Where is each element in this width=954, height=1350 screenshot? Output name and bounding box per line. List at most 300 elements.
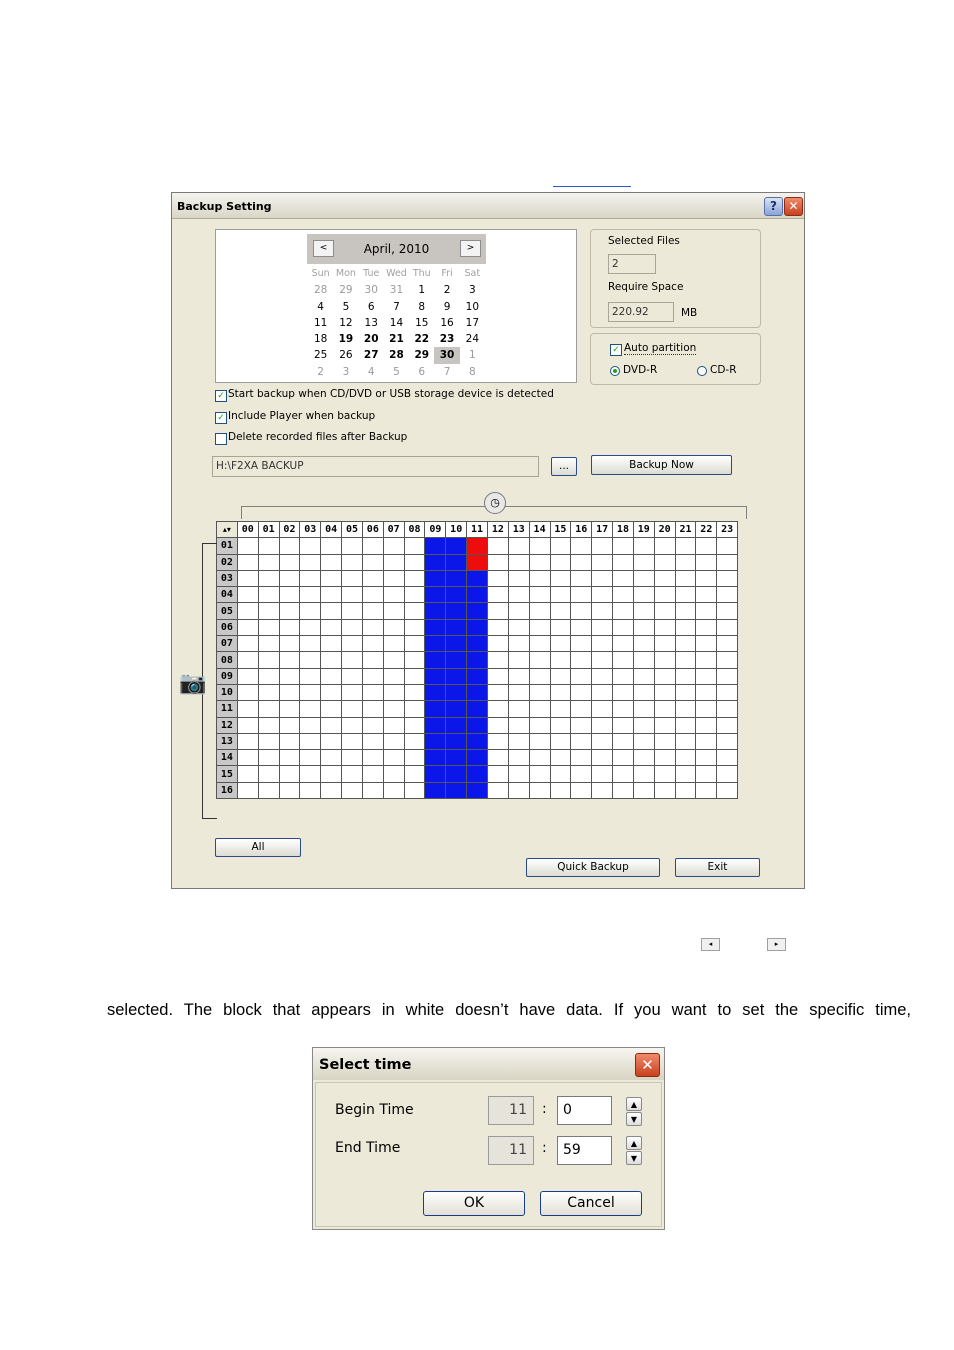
time-cell[interactable] — [613, 701, 634, 717]
next-month-icon[interactable]: > — [460, 240, 481, 257]
time-cell[interactable] — [529, 668, 550, 684]
calendar-day[interactable]: 24 — [465, 333, 480, 346]
camera-header[interactable]: 01 — [217, 538, 238, 554]
time-cell[interactable] — [592, 603, 613, 619]
time-cell[interactable] — [696, 652, 717, 668]
time-cell[interactable] — [425, 619, 446, 635]
time-cell[interactable] — [362, 668, 383, 684]
time-cell[interactable] — [342, 587, 363, 603]
time-cell[interactable] — [342, 717, 363, 733]
time-cell[interactable] — [300, 733, 321, 749]
time-cell[interactable] — [404, 733, 425, 749]
time-cell[interactable] — [571, 733, 592, 749]
exit-button[interactable]: Exit — [675, 858, 760, 877]
calendar-day[interactable]: 4 — [317, 300, 324, 313]
calendar-day[interactable]: 2 — [317, 365, 324, 378]
time-cell[interactable] — [342, 733, 363, 749]
time-cell[interactable] — [571, 538, 592, 554]
time-cell[interactable] — [654, 554, 675, 570]
begin-spin-down-icon[interactable]: ▼ — [626, 1112, 642, 1126]
calendar-day[interactable]: 16 — [440, 316, 454, 329]
time-cell[interactable] — [279, 668, 300, 684]
hour-header[interactable]: 20 — [654, 522, 675, 538]
hour-header[interactable]: 07 — [383, 522, 404, 538]
time-cell[interactable] — [675, 684, 696, 700]
time-cell[interactable] — [321, 701, 342, 717]
time-cell[interactable] — [717, 538, 738, 554]
time-cell[interactable] — [550, 603, 571, 619]
time-cell[interactable] — [383, 766, 404, 782]
time-cell[interactable] — [467, 619, 488, 635]
time-cell[interactable] — [300, 684, 321, 700]
time-cell[interactable] — [300, 701, 321, 717]
time-cell[interactable] — [342, 570, 363, 586]
time-cell[interactable] — [675, 603, 696, 619]
time-cell[interactable] — [321, 766, 342, 782]
calendar-day[interactable]: 21 — [389, 333, 404, 346]
time-cell[interactable] — [487, 603, 508, 619]
hour-header[interactable]: 17 — [592, 522, 613, 538]
calendar-day[interactable]: 1 — [418, 284, 426, 297]
time-cell[interactable] — [550, 701, 571, 717]
sort-arrows-icon[interactable]: ▴▾ — [217, 522, 238, 538]
time-cell[interactable] — [404, 554, 425, 570]
calendar-day[interactable]: 20 — [363, 333, 379, 346]
time-cell[interactable] — [717, 587, 738, 603]
backup-now-button[interactable]: Backup Now — [591, 455, 732, 475]
hour-header[interactable]: 05 — [342, 522, 363, 538]
time-cell[interactable] — [508, 668, 529, 684]
hour-header[interactable]: 10 — [446, 522, 467, 538]
calendar-day[interactable]: 13 — [364, 316, 378, 329]
time-cell[interactable] — [362, 717, 383, 733]
time-cell[interactable] — [362, 766, 383, 782]
time-cell[interactable] — [321, 684, 342, 700]
time-cell[interactable] — [404, 538, 425, 554]
time-cell[interactable] — [342, 750, 363, 766]
time-cell[interactable] — [717, 701, 738, 717]
time-cell[interactable] — [696, 636, 717, 652]
time-cell[interactable] — [696, 782, 717, 798]
time-cell[interactable] — [613, 538, 634, 554]
time-cell[interactable] — [633, 619, 654, 635]
time-cell[interactable] — [571, 684, 592, 700]
time-cell[interactable] — [258, 636, 279, 652]
time-cell[interactable] — [592, 554, 613, 570]
end-spin-up-icon[interactable]: ▲ — [626, 1136, 642, 1150]
time-cell[interactable] — [279, 636, 300, 652]
link-underline[interactable] — [553, 186, 631, 187]
time-cell[interactable] — [362, 538, 383, 554]
time-cell[interactable] — [279, 684, 300, 700]
time-cell[interactable] — [487, 733, 508, 749]
time-cell[interactable] — [696, 684, 717, 700]
time-cell[interactable] — [467, 684, 488, 700]
time-cell[interactable] — [300, 750, 321, 766]
time-cell[interactable] — [258, 538, 279, 554]
time-cell[interactable] — [467, 717, 488, 733]
time-cell[interactable] — [592, 750, 613, 766]
time-cell[interactable] — [571, 750, 592, 766]
hour-header[interactable]: 11 — [467, 522, 488, 538]
time-cell[interactable] — [613, 554, 634, 570]
time-cell[interactable] — [717, 750, 738, 766]
ok-button[interactable]: OK — [423, 1191, 525, 1216]
time-cell[interactable] — [633, 554, 654, 570]
time-cell[interactable] — [613, 733, 634, 749]
time-cell[interactable] — [487, 554, 508, 570]
time-cell[interactable] — [529, 701, 550, 717]
time-cell[interactable] — [654, 733, 675, 749]
time-cell[interactable] — [321, 668, 342, 684]
time-cell[interactable] — [342, 554, 363, 570]
time-cell[interactable] — [425, 766, 446, 782]
time-cell[interactable] — [550, 684, 571, 700]
time-cell[interactable] — [613, 603, 634, 619]
time-cell[interactable] — [654, 668, 675, 684]
time-cell[interactable] — [279, 587, 300, 603]
time-cell[interactable] — [446, 538, 467, 554]
time-cell[interactable] — [633, 684, 654, 700]
time-cell[interactable] — [467, 750, 488, 766]
time-cell[interactable] — [696, 750, 717, 766]
time-cell[interactable] — [675, 636, 696, 652]
time-cell[interactable] — [425, 636, 446, 652]
time-cell[interactable] — [237, 636, 258, 652]
time-cell[interactable] — [300, 668, 321, 684]
time-cell[interactable] — [404, 636, 425, 652]
time-cell[interactable] — [446, 570, 467, 586]
time-cell[interactable] — [508, 570, 529, 586]
calendar-day[interactable]: 12 — [339, 316, 353, 329]
calendar-day[interactable]: 17 — [465, 316, 480, 329]
time-cell[interactable] — [404, 619, 425, 635]
time-cell[interactable] — [675, 701, 696, 717]
time-cell[interactable] — [237, 701, 258, 717]
camera-header[interactable]: 16 — [217, 782, 238, 798]
time-cell[interactable] — [529, 570, 550, 586]
time-cell[interactable] — [446, 636, 467, 652]
time-cell[interactable] — [529, 587, 550, 603]
time-cell[interactable] — [613, 782, 634, 798]
time-cell[interactable] — [362, 701, 383, 717]
time-cell[interactable] — [446, 587, 467, 603]
time-cell[interactable] — [571, 668, 592, 684]
time-cell[interactable] — [383, 701, 404, 717]
time-cell[interactable] — [529, 636, 550, 652]
calendar-day[interactable]: 27 — [363, 349, 379, 362]
time-cell[interactable] — [717, 636, 738, 652]
time-cell[interactable] — [696, 587, 717, 603]
time-cell[interactable] — [342, 668, 363, 684]
time-cell[interactable] — [467, 603, 488, 619]
time-cell[interactable] — [446, 554, 467, 570]
time-cell[interactable] — [613, 766, 634, 782]
hour-header[interactable]: 02 — [279, 522, 300, 538]
time-cell[interactable] — [654, 538, 675, 554]
time-cell[interactable] — [571, 587, 592, 603]
time-cell[interactable] — [321, 782, 342, 798]
time-cell[interactable] — [321, 570, 342, 586]
all-button[interactable]: All — [215, 838, 301, 857]
time-cell[interactable] — [342, 538, 363, 554]
time-cell[interactable] — [654, 701, 675, 717]
time-cell[interactable] — [258, 619, 279, 635]
time-cell[interactable] — [592, 587, 613, 603]
hour-header[interactable]: 06 — [362, 522, 383, 538]
dialog-close-icon[interactable]: ✕ — [635, 1053, 660, 1077]
time-cell[interactable] — [362, 554, 383, 570]
time-cell[interactable] — [425, 750, 446, 766]
time-cell[interactable] — [571, 766, 592, 782]
cd-r-radio[interactable] — [697, 366, 707, 376]
time-cell[interactable] — [529, 717, 550, 733]
time-cell[interactable] — [508, 766, 529, 782]
time-cell[interactable] — [675, 538, 696, 554]
time-cell[interactable] — [279, 652, 300, 668]
time-cell[interactable] — [425, 570, 446, 586]
time-cell[interactable] — [592, 766, 613, 782]
time-cell[interactable] — [508, 554, 529, 570]
time-cell[interactable] — [446, 750, 467, 766]
help-icon[interactable]: ? — [764, 197, 783, 216]
begin-minute-input[interactable]: 0 — [557, 1096, 612, 1125]
time-cell[interactable] — [529, 554, 550, 570]
time-cell[interactable] — [300, 619, 321, 635]
time-cell[interactable] — [529, 684, 550, 700]
time-cell[interactable] — [487, 701, 508, 717]
time-cell[interactable] — [696, 538, 717, 554]
time-cell[interactable] — [425, 652, 446, 668]
camera-header[interactable]: 07 — [217, 636, 238, 652]
time-cell[interactable] — [300, 782, 321, 798]
browse-button[interactable]: ... — [551, 457, 577, 476]
time-cell[interactable] — [342, 782, 363, 798]
time-cell[interactable] — [383, 636, 404, 652]
clock-icon[interactable]: ◷ — [484, 492, 506, 514]
time-cell[interactable] — [550, 733, 571, 749]
calendar-day[interactable]: 29 — [414, 349, 430, 362]
time-cell[interactable] — [487, 652, 508, 668]
hour-header[interactable]: 09 — [425, 522, 446, 538]
camera-header[interactable]: 13 — [217, 733, 238, 749]
time-cell[interactable] — [654, 570, 675, 586]
calendar-day[interactable]: 31 — [389, 284, 404, 297]
time-cell[interactable] — [279, 733, 300, 749]
time-cell[interactable] — [717, 684, 738, 700]
time-cell[interactable] — [404, 782, 425, 798]
time-cell[interactable] — [613, 717, 634, 733]
time-cell[interactable] — [342, 652, 363, 668]
time-cell[interactable] — [237, 554, 258, 570]
time-cell[interactable] — [425, 554, 446, 570]
time-cell[interactable] — [279, 782, 300, 798]
time-cell[interactable] — [342, 603, 363, 619]
calendar-day[interactable]: 1 — [468, 349, 476, 362]
time-cell[interactable] — [487, 766, 508, 782]
time-cell[interactable] — [237, 684, 258, 700]
time-cell[interactable] — [571, 782, 592, 798]
time-cell[interactable] — [383, 587, 404, 603]
time-cell[interactable] — [321, 717, 342, 733]
time-cell[interactable] — [696, 717, 717, 733]
include-player-checkbox[interactable]: ✓ — [215, 412, 227, 424]
time-cell[interactable] — [237, 603, 258, 619]
time-cell[interactable] — [613, 587, 634, 603]
time-cell[interactable] — [550, 636, 571, 652]
time-cell[interactable] — [529, 538, 550, 554]
time-cell[interactable] — [321, 619, 342, 635]
time-cell[interactable] — [362, 636, 383, 652]
camera-header[interactable]: 02 — [217, 554, 238, 570]
time-cell[interactable] — [258, 733, 279, 749]
calendar-day[interactable]: 9 — [443, 300, 451, 313]
calendar-day[interactable]: 18 — [313, 333, 328, 346]
hour-header[interactable]: 08 — [404, 522, 425, 538]
time-cell[interactable] — [258, 652, 279, 668]
time-cell[interactable] — [425, 717, 446, 733]
camera-header[interactable]: 12 — [217, 717, 238, 733]
time-cell[interactable] — [529, 766, 550, 782]
time-cell[interactable] — [300, 766, 321, 782]
time-cell[interactable] — [487, 717, 508, 733]
time-cell[interactable] — [550, 750, 571, 766]
time-cell[interactable] — [467, 636, 488, 652]
cancel-button[interactable]: Cancel — [540, 1191, 642, 1216]
time-cell[interactable] — [383, 554, 404, 570]
time-cell[interactable] — [237, 733, 258, 749]
time-cell[interactable] — [550, 554, 571, 570]
time-cell[interactable] — [529, 652, 550, 668]
backup-path-field[interactable]: H:\F2XA BACKUP — [212, 456, 539, 477]
time-cell[interactable] — [529, 733, 550, 749]
time-cell[interactable] — [696, 766, 717, 782]
hour-header[interactable]: 15 — [550, 522, 571, 538]
time-cell[interactable] — [717, 733, 738, 749]
time-cell[interactable] — [696, 701, 717, 717]
quick-backup-button[interactable]: Quick Backup — [526, 858, 660, 877]
time-cell[interactable] — [321, 636, 342, 652]
time-cell[interactable] — [321, 733, 342, 749]
time-cell[interactable] — [633, 538, 654, 554]
time-cell[interactable] — [675, 750, 696, 766]
time-cell[interactable] — [633, 603, 654, 619]
delete-files-checkbox[interactable] — [215, 433, 227, 445]
time-cell[interactable] — [237, 750, 258, 766]
time-cell[interactable] — [237, 717, 258, 733]
time-cell[interactable] — [300, 587, 321, 603]
time-cell[interactable] — [675, 766, 696, 782]
calendar-day[interactable]: 19 — [338, 333, 354, 346]
calendar-day[interactable]: 7 — [443, 365, 451, 378]
calendar-day[interactable]: 30 — [434, 347, 459, 363]
time-cell[interactable] — [425, 538, 446, 554]
calendar-day[interactable]: 23 — [439, 333, 455, 346]
time-cell[interactable] — [571, 603, 592, 619]
dvd-r-radio[interactable] — [610, 366, 620, 376]
time-cell[interactable] — [696, 619, 717, 635]
time-cell[interactable] — [550, 717, 571, 733]
time-cell[interactable] — [383, 652, 404, 668]
time-cell[interactable] — [487, 538, 508, 554]
time-cell[interactable] — [300, 652, 321, 668]
time-cell[interactable] — [300, 570, 321, 586]
time-cell[interactable] — [633, 733, 654, 749]
time-cell[interactable] — [258, 701, 279, 717]
time-cell[interactable] — [592, 668, 613, 684]
calendar-day[interactable]: 11 — [313, 316, 328, 329]
time-cell[interactable] — [425, 733, 446, 749]
time-cell[interactable] — [550, 570, 571, 586]
time-cell[interactable] — [383, 733, 404, 749]
time-cell[interactable] — [654, 587, 675, 603]
time-cell[interactable] — [300, 554, 321, 570]
calendar-day[interactable]: 8 — [418, 300, 426, 313]
time-cell[interactable] — [654, 652, 675, 668]
time-cell[interactable] — [508, 733, 529, 749]
time-cell[interactable] — [321, 603, 342, 619]
time-cell[interactable] — [508, 636, 529, 652]
time-cell[interactable] — [592, 636, 613, 652]
time-cell[interactable] — [404, 668, 425, 684]
calendar-day[interactable]: 15 — [415, 316, 429, 329]
time-cell[interactable] — [383, 782, 404, 798]
time-cell[interactable] — [592, 701, 613, 717]
time-cell[interactable] — [237, 782, 258, 798]
time-cell[interactable] — [654, 603, 675, 619]
time-cell[interactable] — [383, 750, 404, 766]
calendar-day[interactable]: 5 — [393, 365, 400, 378]
calendar-day[interactable]: 4 — [367, 365, 375, 378]
time-cell[interactable] — [592, 652, 613, 668]
time-cell[interactable] — [654, 717, 675, 733]
hour-header[interactable]: 16 — [571, 522, 592, 538]
time-cell[interactable] — [592, 619, 613, 635]
time-cell[interactable] — [383, 619, 404, 635]
hour-header[interactable]: 21 — [675, 522, 696, 538]
time-cell[interactable] — [446, 717, 467, 733]
time-cell[interactable] — [717, 652, 738, 668]
time-cell[interactable] — [383, 570, 404, 586]
time-cell[interactable] — [237, 652, 258, 668]
time-cell[interactable] — [425, 684, 446, 700]
time-cell[interactable] — [592, 570, 613, 586]
time-cell[interactable] — [362, 570, 383, 586]
time-cell[interactable] — [529, 619, 550, 635]
time-cell[interactable] — [487, 684, 508, 700]
time-cell[interactable] — [258, 750, 279, 766]
time-cell[interactable] — [675, 652, 696, 668]
time-cell[interactable] — [633, 717, 654, 733]
hour-header[interactable]: 00 — [237, 522, 258, 538]
time-cell[interactable] — [258, 717, 279, 733]
time-cell[interactable] — [633, 782, 654, 798]
time-cell[interactable] — [529, 782, 550, 798]
time-cell[interactable] — [550, 668, 571, 684]
time-cell[interactable] — [613, 684, 634, 700]
hour-header[interactable]: 01 — [258, 522, 279, 538]
time-cell[interactable] — [362, 652, 383, 668]
time-cell[interactable] — [258, 766, 279, 782]
time-cell[interactable] — [467, 766, 488, 782]
time-cell[interactable] — [425, 701, 446, 717]
camera-header[interactable]: 14 — [217, 750, 238, 766]
auto-partition-checkbox[interactable]: ✓ — [610, 344, 622, 356]
calendar-day[interactable]: 5 — [342, 300, 350, 313]
time-cell[interactable] — [404, 587, 425, 603]
time-cell[interactable] — [279, 619, 300, 635]
time-cell[interactable] — [279, 717, 300, 733]
